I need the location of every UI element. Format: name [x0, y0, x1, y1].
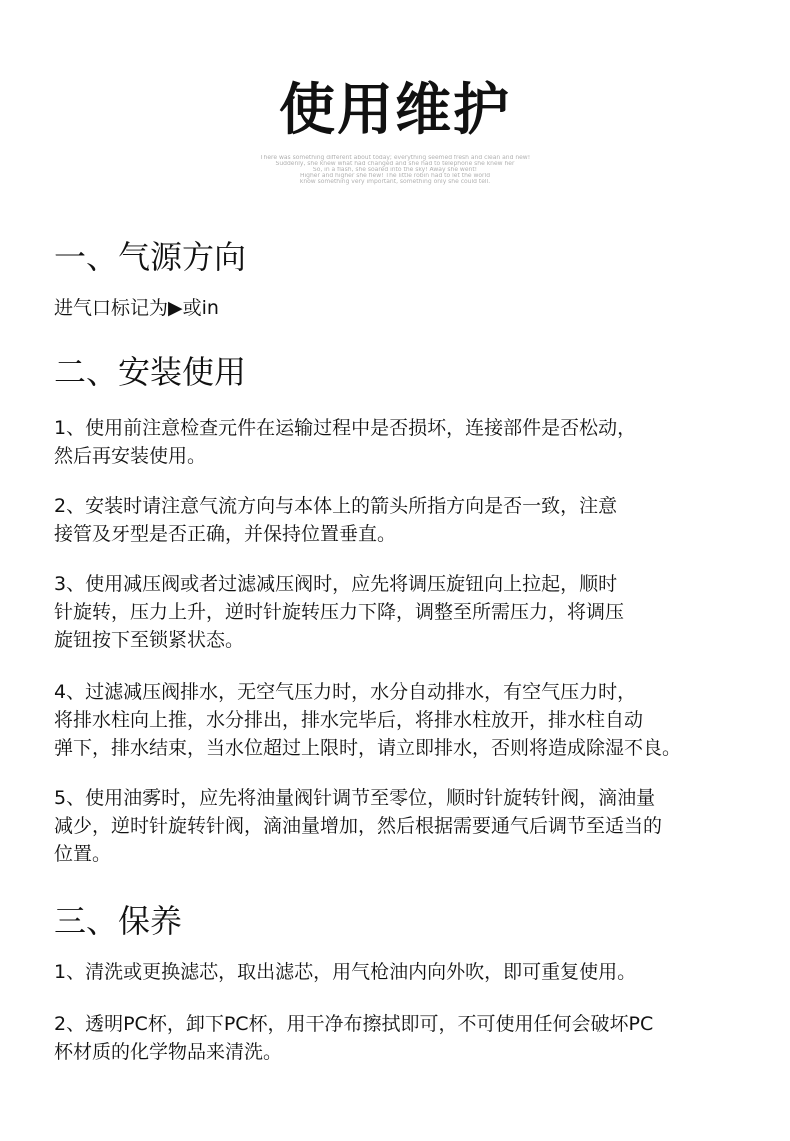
subtitle-text	[0, 155, 790, 185]
paragraph-line: 进气口标记为▶或in	[54, 297, 219, 319]
paragraph-line: 3、使用减压阀或者过滤减压阀时，应先将调压旋钮向上拉起，顺时	[54, 573, 618, 595]
paragraph-line: 5、使用油雾时，应先将油量阀针调节至零位，顺时针旋转针阀，滴油量	[54, 787, 656, 809]
section-heading-maintenance: 三、保养	[54, 902, 183, 940]
subtitle-line: Higher and higher she flew! The little robin had to let the world	[300, 173, 490, 179]
paragraph-line: 2、安装时请注意气流方向与本体上的箭头所指方向是否一致，注意	[54, 495, 618, 517]
paragraph-line: 2、透明PC杯，卸下PC杯，用干净布擦拭即可，不可使用任何会破坏PC	[54, 1013, 654, 1035]
paragraph-line: 弹下，排水结束，当水位超过上限时，请立即排水，否则将造成除湿不良。	[54, 737, 682, 759]
paragraph-line: 接管及牙型是否正确，并保持位置垂直。	[54, 523, 397, 545]
section-heading-air-source: 一、气源方向	[54, 238, 247, 276]
paragraph-line: 杯材质的化学物品来清洗。	[54, 1041, 283, 1063]
paragraph-line: 减少，逆时针旋转针阀，滴油量增加，然后根据需要通气后调节至适当的	[54, 815, 663, 837]
paragraph-line: 然后再安装使用。	[54, 445, 207, 467]
paragraph-line: 1、清洗或更换滤芯，取出滤芯，用气枪油内向外吹，即可重复使用。	[54, 961, 637, 983]
paragraph-line: 针旋转，压力上升，逆时针旋转压力下降，调整至所需压力，将调压	[54, 601, 625, 623]
install-item-3	[54, 570, 784, 654]
paragraph-line: 旋钮按下至锁紧状态。	[54, 629, 245, 651]
paragraph-line: 4、过滤减压阀排水，无空气压力时，水分自动排水，有空气压力时，	[54, 681, 637, 703]
install-item-4	[54, 678, 784, 762]
subtitle-line: So, in a flash, she soared into the sky! Away she went!	[312, 167, 478, 173]
section-heading-installation: 二、安装使用	[54, 353, 247, 391]
maintenance-item-1	[54, 958, 784, 986]
maintenance-item-2	[54, 1010, 784, 1066]
install-item-2	[54, 492, 784, 548]
air-source-text	[54, 294, 784, 322]
subtitle-line: know something very important, something only she could tell.	[299, 179, 491, 185]
install-item-5	[54, 784, 784, 868]
paragraph-line: 1、使用前注意检查元件在运输过程中是否损坏，连接部件是否松动，	[54, 417, 637, 439]
paragraph-line: 位置。	[54, 843, 112, 865]
subtitle-line: There was something different about today; everything seemed fresh and clean and new!	[259, 155, 531, 161]
page-title: 使用维护	[279, 78, 511, 143]
install-item-1	[54, 414, 784, 470]
paragraph-line: 将排水柱向上推，水分排出，排水完毕后，将排水柱放开，排水柱自动	[54, 709, 644, 731]
subtitle-line: Suddenly, she knew what had changed and she had to telephone she knew her	[275, 161, 515, 167]
